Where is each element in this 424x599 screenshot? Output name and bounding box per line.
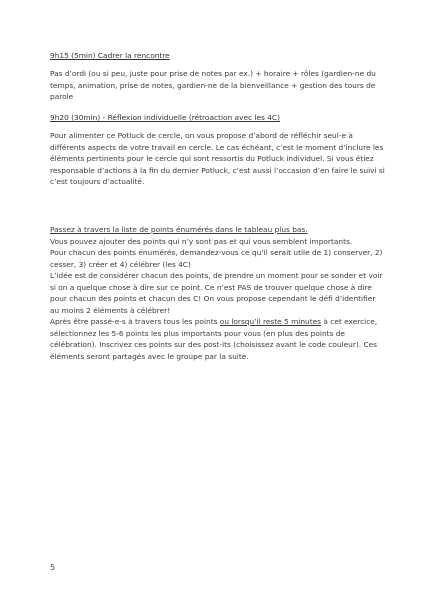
section-heading-reflexion: 9h20 (30min) - Réflexion individuelle (rétroaction avec les 4C) [50, 113, 280, 122]
text-line: Vous pouvez ajouter des points qui n’y sont pas et qui vous semblent importants. [50, 236, 353, 246]
text-line: c’est toujours d’actualité. [50, 177, 145, 186]
paragraph-instructions [50, 224, 383, 362]
text-line: Pas d’ordi (ou si peu, juste pour prise de notes par ex.) + horaire + rôles (gardien-ne du [50, 69, 376, 78]
instruction-lines-c [50, 328, 380, 363]
text-line: temps, animation, prise de notes, gardien-ne de la bienveillance + gestion des tours de [50, 80, 376, 90]
text-line: célébration). Inscrivez ces points sur des post-its (choisissez avant le code couleur). Ces [50, 340, 378, 349]
paragraph-reflexion [50, 130, 385, 188]
text-line: au moins 2 éléments à célébrer! [50, 305, 171, 315]
section-heading-cadrer: 9h15 (5min) Cadrer la rencontre [50, 51, 170, 60]
instruction-lines-a [50, 236, 383, 317]
text-line: pour chacun des points et chacun des C! On vous propose cependant le défi d’identifier [50, 294, 376, 303]
time-remaining-underline: ou lorsqu’il reste 5 minutes [219, 317, 322, 326]
text-line: éléments seront partagés avec le groupe par la suite. [50, 351, 249, 361]
line-text: à cet exercice, [321, 317, 378, 326]
text-line: cesser, 3) créer et 4) célébrer (les 4C) [50, 259, 191, 269]
text-line: parole [50, 92, 74, 101]
instruction-intro: Passez à travers la liste de points énumérés dans le tableau plus bas. [50, 225, 308, 234]
text-line: Pour chacun des points énumérés, demandez-vous ce qu’il serait utile de 1) conserver, 2) [50, 248, 383, 257]
text-line: responsable d’actions à la fin du dernier Potluck, c’est aussi l’occasion d’en faire le suivi si [50, 165, 385, 175]
text-line: différents aspects de votre travail en cercle. Le cas échéant, c’est le moment d’inclure les [50, 142, 384, 152]
line-text: Après être passé-e-s à travers tous les points [50, 317, 220, 326]
text-line: Pour alimenter ce Potluck de cercle, on vous propose d’abord de réfléchir seul-e à [50, 131, 353, 140]
paragraph-cadrer [50, 68, 380, 103]
text-line: sélectionnez les 5-6 points les plus importants pour vous (en plus des points de [50, 328, 345, 338]
text-line: si on a quelque chose à dire sur ce point. Ce n’est PAS de trouver quelque chose à dire [50, 282, 372, 292]
page-number: 5 [50, 563, 56, 572]
instruction-line-after [50, 316, 380, 328]
text-line: éléments pertinents pour le cercle qui sont ressortis du Potluck individuel. Si vous étiez [50, 154, 374, 163]
text-line: L’idée est de considérer chacun des points, de prendre un moment pour se sonder et voir [50, 271, 383, 280]
